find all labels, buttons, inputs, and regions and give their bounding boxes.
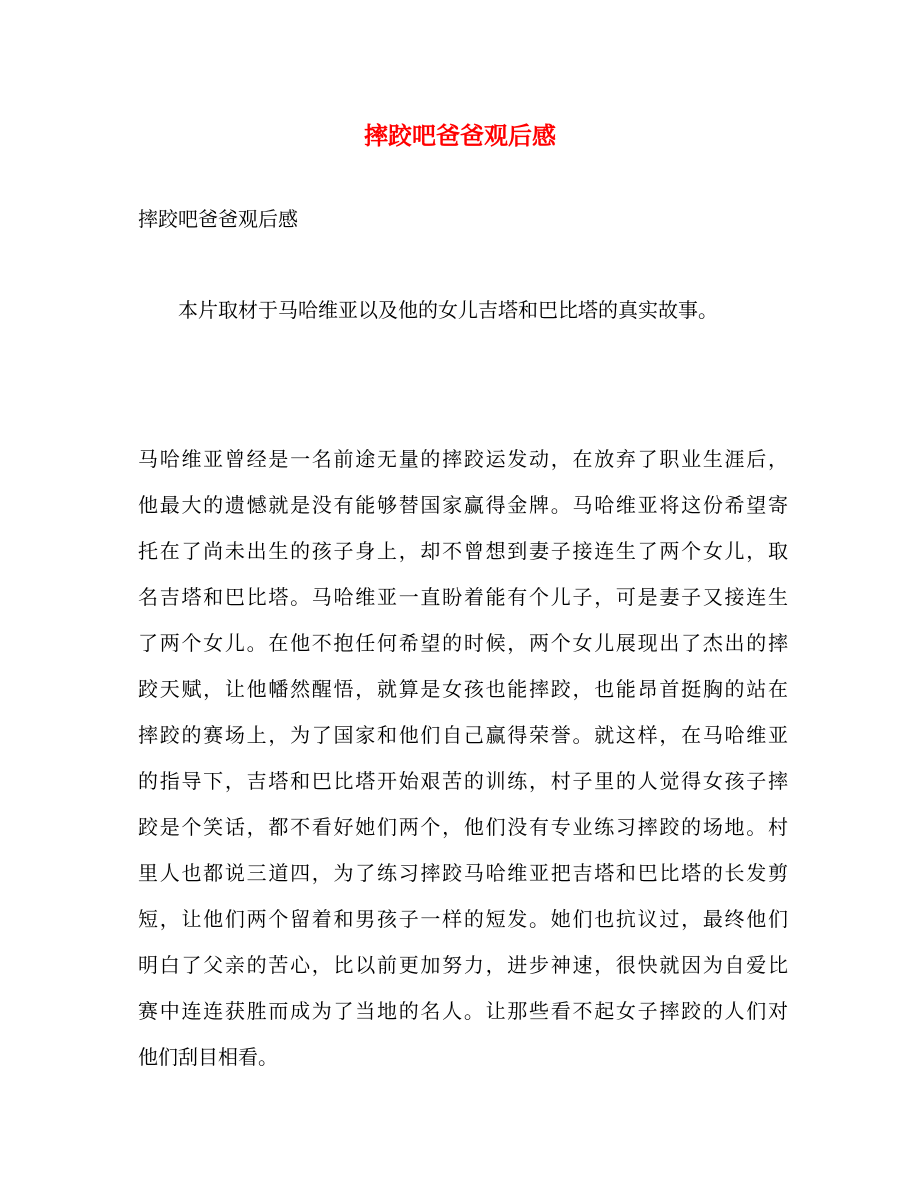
body-line: 里人也都说三道四，为了练习摔跤马哈维亚把吉塔和巴比塔的长发剪 [138,861,788,885]
body-line: 了两个女儿。在他不抱任何希望的时候，两个女儿展现出了杰出的摔 [138,631,788,655]
body-line: 马哈维亚曾经是一名前途无量的摔跤运发动，在放弃了职业生涯后， [138,447,788,471]
body-line: 他最大的遗憾就是没有能够替国家赢得金牌。马哈维亚将这份希望寄 [138,493,788,517]
body-line: 明白了父亲的苦心，比以前更加努力，进步神速，很快就因为自爱比 [138,953,788,977]
intro-paragraph: 本片取材于马哈维亚以及他的女儿吉塔和巴比塔的真实故事。 [178,298,718,322]
document-subtitle: 摔跤吧爸爸观后感 [138,207,298,231]
body-line: 的指导下，吉塔和巴比塔开始艰苦的训练，村子里的人觉得女孩子摔 [138,769,788,793]
body-paragraph [138,436,788,1080]
body-line: 跤是个笑话，都不看好她们两个，他们没有专业练习摔跤的场地。村 [138,815,788,839]
body-line: 短，让他们两个留着和男孩子一样的短发。她们也抗议过，最终他们 [138,907,788,931]
body-line: 名吉塔和巴比塔。马哈维亚一直盼着能有个儿子，可是妻子又接连生 [138,585,788,609]
body-line: 托在了尚未出生的孩子身上，却不曾想到妻子接连生了两个女儿，取 [138,539,788,563]
body-line: 赛中连连获胜而成为了当地的名人。让那些看不起女子摔跤的人们对 [138,999,788,1023]
body-line: 跤天赋，让他幡然醒悟，就算是女孩也能摔跤，也能昂首挺胸的站在 [138,677,788,701]
body-line: 他们刮目相看。 [138,1045,278,1069]
document-title: 摔跤吧爸爸观后感 [364,122,556,150]
body-line: 摔跤的赛场上，为了国家和他们自己赢得荣誉。就这样，在马哈维亚 [138,723,788,747]
